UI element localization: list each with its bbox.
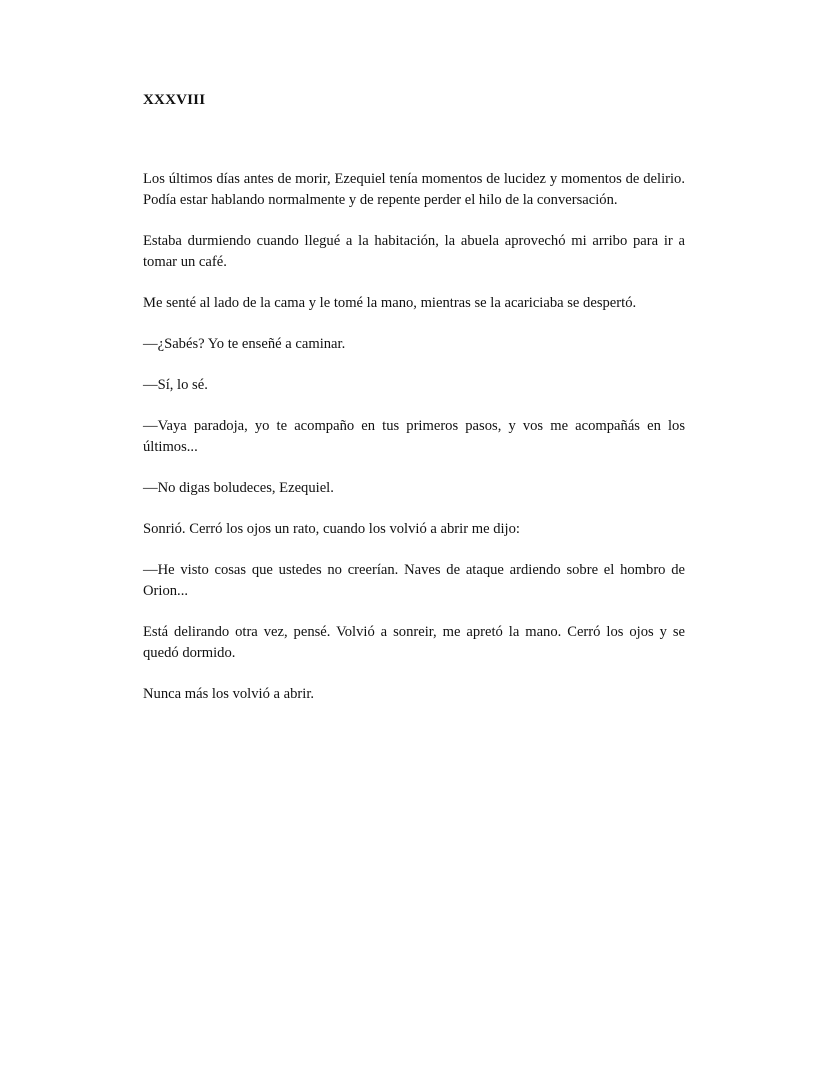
- document-page: [143, 90, 685, 725]
- dialogue-line-1: —¿Sabés? Yo te enseñé a caminar.: [143, 336, 346, 352]
- dialogue-line-4: —No digas boludeces, Ezequiel.: [143, 480, 334, 496]
- dialogue-line-3: —Vaya paradoja, yo te acompaño en tus primeros pasos, y vos me acompañás en los últimos...: [143, 418, 685, 455]
- paragraph-3: Me senté al lado de la cama y le tomé la mano, mientras se la acariciaba se despertó.: [143, 295, 637, 311]
- paragraph-4: Sonrió. Cerró los ojos un rato, cuando los volvió a abrir me dijo:: [143, 521, 520, 537]
- paragraph-6: Nunca más los volvió a abrir.: [143, 686, 315, 702]
- chapter-title: XXXVIII: [143, 92, 206, 108]
- dialogue-line-2: —Sí, lo sé.: [143, 377, 208, 393]
- dialogue-line-5: —He visto cosas que ustedes no creerían. Naves de ataque ardiendo sobre el hombro de Orion...: [143, 562, 685, 599]
- paragraph-2: Estaba durmiendo cuando llegué a la habitación, la abuela aprovechó mi arribo para ir a tomar un café.: [143, 233, 685, 270]
- paragraph-1: Los últimos días antes de morir, Ezequiel tenía momentos de lucidez y momentos de delirio. Podía estar hablando normalmente y de repente perder el hilo de la conversación.: [143, 171, 685, 208]
- paragraph-5: Está delirando otra vez, pensé. Volvió a sonreir, me apretó la mano. Cerró los ojos y se quedó dormido.: [143, 624, 685, 661]
